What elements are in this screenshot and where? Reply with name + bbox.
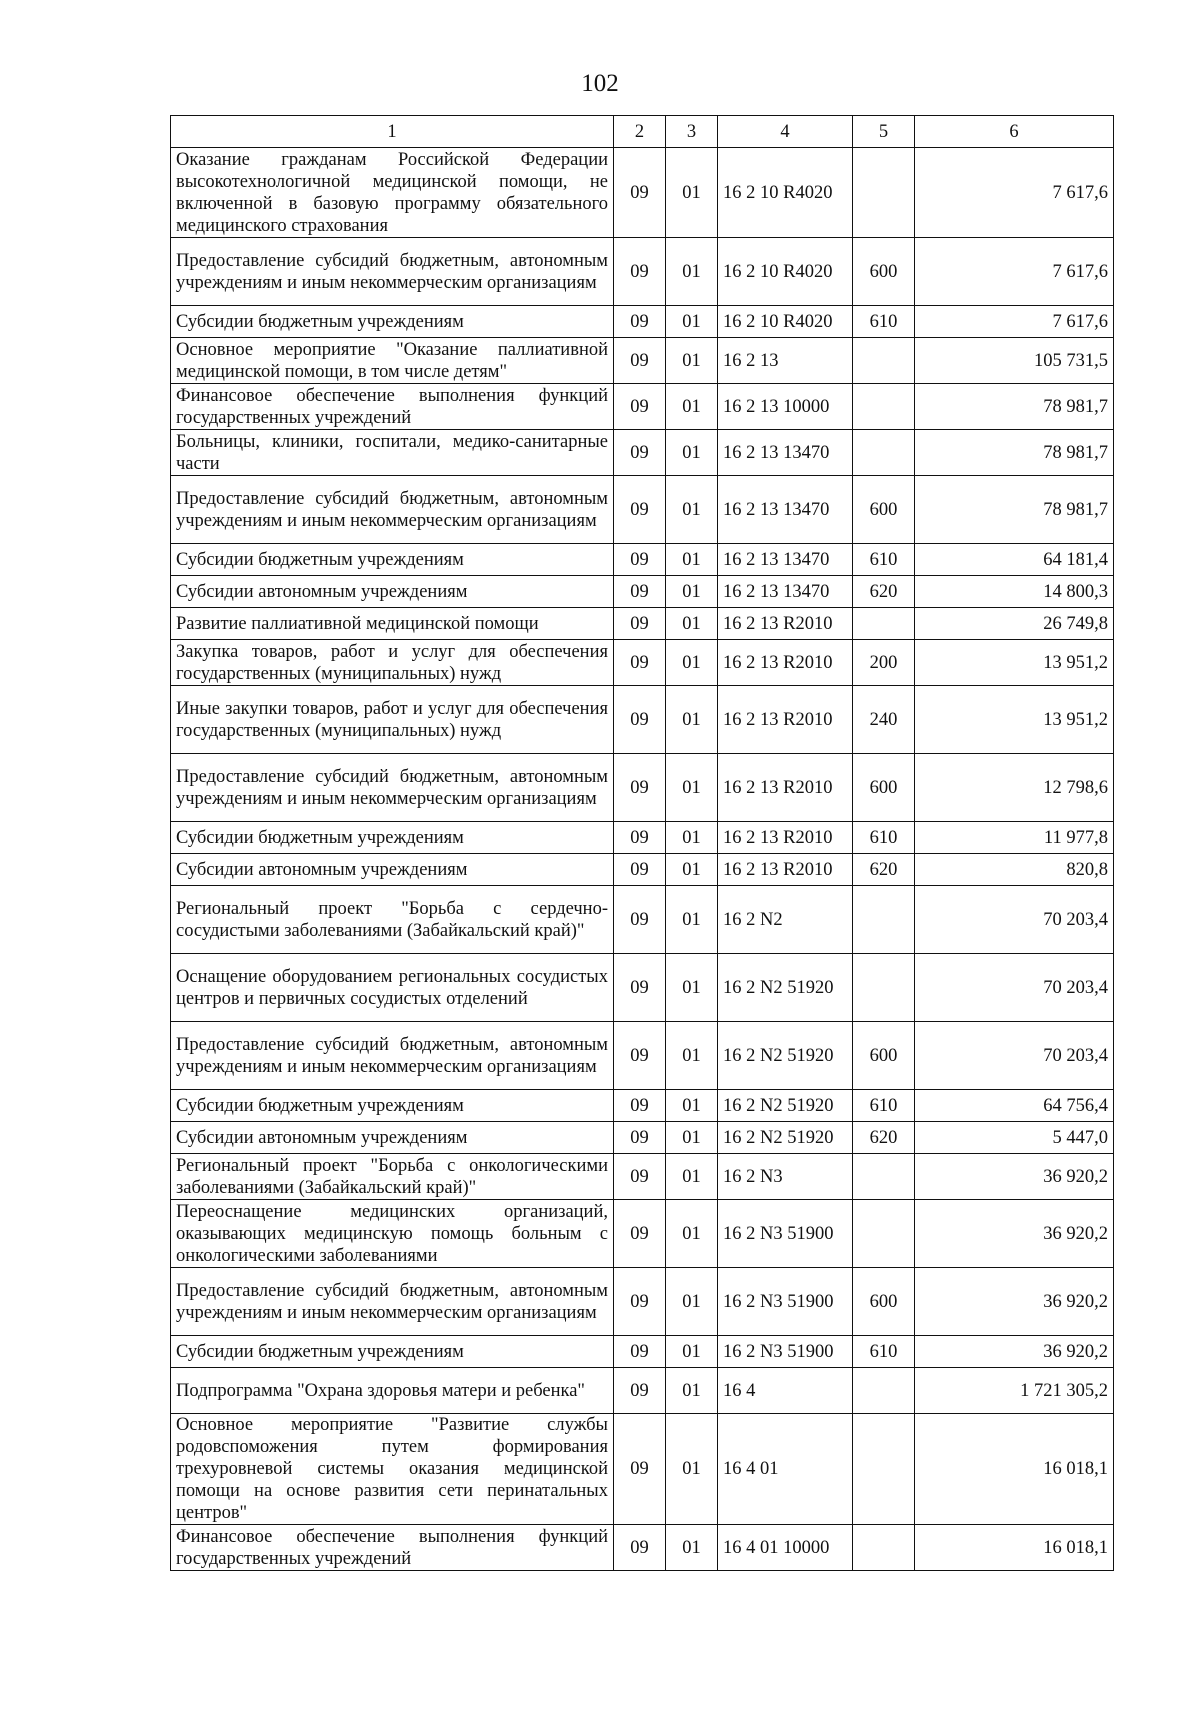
amount: 78 981,7: [915, 384, 1114, 430]
subsection-code: 01: [666, 1414, 718, 1525]
expense-type-code: 600: [853, 238, 915, 306]
item-name: Региональный проект "Борьба с онкологическими заболеваниями (Забайкальский край)": [171, 1154, 614, 1200]
amount: 12 798,6: [915, 754, 1114, 822]
amount: 26 749,8: [915, 608, 1114, 640]
amount: 36 920,2: [915, 1154, 1114, 1200]
expense-type-code: 600: [853, 476, 915, 544]
subsection-code: 01: [666, 238, 718, 306]
expense-type-code: [853, 954, 915, 1022]
table-row: [171, 338, 1114, 384]
expense-type-code: [853, 430, 915, 476]
subsection-code: 01: [666, 1122, 718, 1154]
header-row: [171, 116, 1114, 148]
subsection-code: 01: [666, 754, 718, 822]
expense-type-code: 200: [853, 640, 915, 686]
amount: 36 920,2: [915, 1200, 1114, 1268]
expense-type-code: [853, 148, 915, 238]
subsection-code: 01: [666, 854, 718, 886]
table-row: [171, 822, 1114, 854]
header-cell: 5: [853, 116, 915, 148]
target-article-code: 16 2 N3 51900: [718, 1200, 853, 1268]
table-row: [171, 1268, 1114, 1336]
section-code: 09: [614, 1525, 666, 1571]
section-code: 09: [614, 686, 666, 754]
expense-type-code: [853, 1368, 915, 1414]
target-article-code: 16 2 N2 51920: [718, 954, 853, 1022]
item-name: Субсидии бюджетным учреждениям: [171, 306, 614, 338]
table-row: [171, 148, 1114, 238]
amount: 64 181,4: [915, 544, 1114, 576]
section-code: 09: [614, 822, 666, 854]
subsection-code: 01: [666, 686, 718, 754]
section-code: 09: [614, 1122, 666, 1154]
item-name: Субсидии бюджетным учреждениям: [171, 822, 614, 854]
header-cell: 2: [614, 116, 666, 148]
table-row: [171, 754, 1114, 822]
table-row: [171, 1368, 1114, 1414]
target-article-code: 16 2 N3 51900: [718, 1268, 853, 1336]
amount: 7 617,6: [915, 148, 1114, 238]
amount: 78 981,7: [915, 430, 1114, 476]
item-name: Субсидии бюджетным учреждениям: [171, 1336, 614, 1368]
section-code: 09: [614, 476, 666, 544]
section-code: 09: [614, 1336, 666, 1368]
expense-type-code: 620: [853, 576, 915, 608]
item-name: Предоставление субсидий бюджетным, автономным учреждениям и иным некоммерческим организациям: [171, 1022, 614, 1090]
table-row: [171, 1090, 1114, 1122]
subsection-code: 01: [666, 1268, 718, 1336]
section-code: 09: [614, 384, 666, 430]
subsection-code: 01: [666, 148, 718, 238]
expense-type-code: 620: [853, 1122, 915, 1154]
item-name: Субсидии автономным учреждениям: [171, 576, 614, 608]
header-cell: 4: [718, 116, 853, 148]
target-article-code: 16 2 13 13470: [718, 544, 853, 576]
section-code: 09: [614, 576, 666, 608]
item-name: Переоснащение медицинских организаций, оказывающих медицинскую помощь больным с онкологическими заболеваниями: [171, 1200, 614, 1268]
item-name: Предоставление субсидий бюджетным, автономным учреждениям и иным некоммерческим организациям: [171, 754, 614, 822]
target-article-code: 16 2 13 13470: [718, 576, 853, 608]
amount: 7 617,6: [915, 238, 1114, 306]
target-article-code: 16 2 13: [718, 338, 853, 384]
expense-type-code: [853, 338, 915, 384]
amount: 64 756,4: [915, 1090, 1114, 1122]
target-article-code: 16 2 13 13470: [718, 476, 853, 544]
amount: 16 018,1: [915, 1414, 1114, 1525]
expense-type-code: 240: [853, 686, 915, 754]
expense-type-code: 610: [853, 1336, 915, 1368]
table-row: [171, 1200, 1114, 1268]
expense-type-code: [853, 1414, 915, 1525]
amount: 105 731,5: [915, 338, 1114, 384]
table-row: [171, 1336, 1114, 1368]
expense-type-code: [853, 1154, 915, 1200]
expense-type-code: [853, 886, 915, 954]
target-article-code: 16 2 13 R2010: [718, 640, 853, 686]
amount: 7 617,6: [915, 306, 1114, 338]
amount: 36 920,2: [915, 1268, 1114, 1336]
section-code: 09: [614, 754, 666, 822]
subsection-code: 01: [666, 306, 718, 338]
expense-type-code: 610: [853, 822, 915, 854]
amount: 11 977,8: [915, 822, 1114, 854]
amount: 1 721 305,2: [915, 1368, 1114, 1414]
target-article-code: 16 2 13 R2010: [718, 608, 853, 640]
table-row: [171, 544, 1114, 576]
table-row: [171, 1525, 1114, 1571]
section-code: 09: [614, 1368, 666, 1414]
target-article-code: 16 2 13 R2010: [718, 754, 853, 822]
table-row: [171, 886, 1114, 954]
item-name: Субсидии автономным учреждениям: [171, 854, 614, 886]
header-cell: 6: [915, 116, 1114, 148]
section-code: 09: [614, 1022, 666, 1090]
subsection-code: 01: [666, 1154, 718, 1200]
amount: 70 203,4: [915, 1022, 1114, 1090]
section-code: 09: [614, 1154, 666, 1200]
expense-type-code: [853, 1525, 915, 1571]
expense-type-code: 620: [853, 854, 915, 886]
subsection-code: 01: [666, 640, 718, 686]
target-article-code: 16 2 13 R2010: [718, 686, 853, 754]
item-name: Оснащение оборудованием региональных сосудистых центров и первичных сосудистых отделений: [171, 954, 614, 1022]
table-row: [171, 306, 1114, 338]
amount: 70 203,4: [915, 954, 1114, 1022]
subsection-code: 01: [666, 954, 718, 1022]
amount: 820,8: [915, 854, 1114, 886]
table-row: [171, 238, 1114, 306]
section-code: 09: [614, 148, 666, 238]
header-cell: 1: [171, 116, 614, 148]
table-row: [171, 576, 1114, 608]
item-name: Предоставление субсидий бюджетным, автономным учреждениям и иным некоммерческим организациям: [171, 238, 614, 306]
target-article-code: 16 2 N3: [718, 1154, 853, 1200]
amount: 5 447,0: [915, 1122, 1114, 1154]
item-name: Субсидии автономным учреждениям: [171, 1122, 614, 1154]
amount: 70 203,4: [915, 886, 1114, 954]
section-code: 09: [614, 306, 666, 338]
subsection-code: 01: [666, 1022, 718, 1090]
item-name: Предоставление субсидий бюджетным, автономным учреждениям и иным некоммерческим организациям: [171, 476, 614, 544]
target-article-code: 16 4 01: [718, 1414, 853, 1525]
section-code: 09: [614, 338, 666, 384]
target-article-code: 16 4 01 10000: [718, 1525, 853, 1571]
subsection-code: 01: [666, 476, 718, 544]
expense-type-code: [853, 1200, 915, 1268]
table-row: [171, 686, 1114, 754]
subsection-code: 01: [666, 1336, 718, 1368]
expense-type-code: 610: [853, 1090, 915, 1122]
header-cell: 3: [666, 116, 718, 148]
item-name: Развитие паллиативной медицинской помощи: [171, 608, 614, 640]
section-code: 09: [614, 608, 666, 640]
amount: 36 920,2: [915, 1336, 1114, 1368]
page-number: 102: [581, 70, 619, 97]
target-article-code: 16 2 10 R4020: [718, 306, 853, 338]
budget-table: [170, 115, 1114, 1571]
target-article-code: 16 2 13 R2010: [718, 854, 853, 886]
section-code: 09: [614, 1090, 666, 1122]
amount: 13 951,2: [915, 686, 1114, 754]
target-article-code: 16 4: [718, 1368, 853, 1414]
target-article-code: 16 2 N2 51920: [718, 1090, 853, 1122]
subsection-code: 01: [666, 576, 718, 608]
item-name: Финансовое обеспечение выполнения функций государственных учреждений: [171, 384, 614, 430]
amount: 78 981,7: [915, 476, 1114, 544]
table-row: [171, 476, 1114, 544]
expense-type-code: 600: [853, 1022, 915, 1090]
expense-type-code: [853, 384, 915, 430]
subsection-code: 01: [666, 1090, 718, 1122]
subsection-code: 01: [666, 1200, 718, 1268]
subsection-code: 01: [666, 544, 718, 576]
target-article-code: 16 2 13 R2010: [718, 822, 853, 854]
subsection-code: 01: [666, 430, 718, 476]
item-name: Предоставление субсидий бюджетным, автономным учреждениям и иным некоммерческим организациям: [171, 1268, 614, 1336]
item-name: Оказание гражданам Российской Федерации высокотехнологичной медицинской помощи, не включенной в базовую программу обязательного медицинского страхования: [171, 148, 614, 238]
subsection-code: 01: [666, 608, 718, 640]
subsection-code: 01: [666, 1525, 718, 1571]
target-article-code: 16 2 N2 51920: [718, 1122, 853, 1154]
item-name: Субсидии бюджетным учреждениям: [171, 544, 614, 576]
section-code: 09: [614, 1414, 666, 1525]
table-row: [171, 1414, 1114, 1525]
item-name: Субсидии бюджетным учреждениям: [171, 1090, 614, 1122]
section-code: 09: [614, 954, 666, 1022]
subsection-code: 01: [666, 886, 718, 954]
table-row: [171, 854, 1114, 886]
subsection-code: 01: [666, 384, 718, 430]
subsection-code: 01: [666, 338, 718, 384]
subsection-code: 01: [666, 822, 718, 854]
table-row: [171, 640, 1114, 686]
subsection-code: 01: [666, 1368, 718, 1414]
section-code: 09: [614, 1200, 666, 1268]
target-article-code: 16 2 13 10000: [718, 384, 853, 430]
section-code: 09: [614, 544, 666, 576]
table-row: [171, 430, 1114, 476]
item-name: Основное мероприятие "Развитие службы родовспоможения путем формирования трехуровневой системы оказания медицинской помощи на основе развития сети перинатальных центров": [171, 1414, 614, 1525]
item-name: Финансовое обеспечение выполнения функций государственных учреждений: [171, 1525, 614, 1571]
table-row: [171, 384, 1114, 430]
target-article-code: 16 2 N3 51900: [718, 1336, 853, 1368]
section-code: 09: [614, 854, 666, 886]
table-row: [171, 608, 1114, 640]
item-name: Подпрограмма "Охрана здоровья матери и ребенка": [171, 1368, 614, 1414]
item-name: Основное мероприятие "Оказание паллиативной медицинской помощи, в том числе детям": [171, 338, 614, 384]
target-article-code: 16 2 N2 51920: [718, 1022, 853, 1090]
item-name: Закупка товаров, работ и услуг для обеспечения государственных (муниципальных) нужд: [171, 640, 614, 686]
target-article-code: 16 2 13 13470: [718, 430, 853, 476]
amount: 14 800,3: [915, 576, 1114, 608]
target-article-code: 16 2 N2: [718, 886, 853, 954]
section-code: 09: [614, 430, 666, 476]
section-code: 09: [614, 238, 666, 306]
amount: 16 018,1: [915, 1525, 1114, 1571]
table-row: [171, 954, 1114, 1022]
expense-type-code: 600: [853, 1268, 915, 1336]
table-row: [171, 1022, 1114, 1090]
expense-type-code: 610: [853, 544, 915, 576]
target-article-code: 16 2 10 R4020: [718, 238, 853, 306]
section-code: 09: [614, 886, 666, 954]
expense-type-code: [853, 608, 915, 640]
item-name: Больницы, клиники, госпитали, медико-санитарные части: [171, 430, 614, 476]
expense-type-code: 610: [853, 306, 915, 338]
item-name: Иные закупки товаров, работ и услуг для обеспечения государственных (муниципальных) нужд: [171, 686, 614, 754]
section-code: 09: [614, 1268, 666, 1336]
table-row: [171, 1154, 1114, 1200]
amount: 13 951,2: [915, 640, 1114, 686]
section-code: 09: [614, 640, 666, 686]
expense-type-code: 600: [853, 754, 915, 822]
table-row: [171, 1122, 1114, 1154]
target-article-code: 16 2 10 R4020: [718, 148, 853, 238]
item-name: Региональный проект "Борьба с сердечно-сосудистыми заболеваниями (Забайкальский край)": [171, 886, 614, 954]
